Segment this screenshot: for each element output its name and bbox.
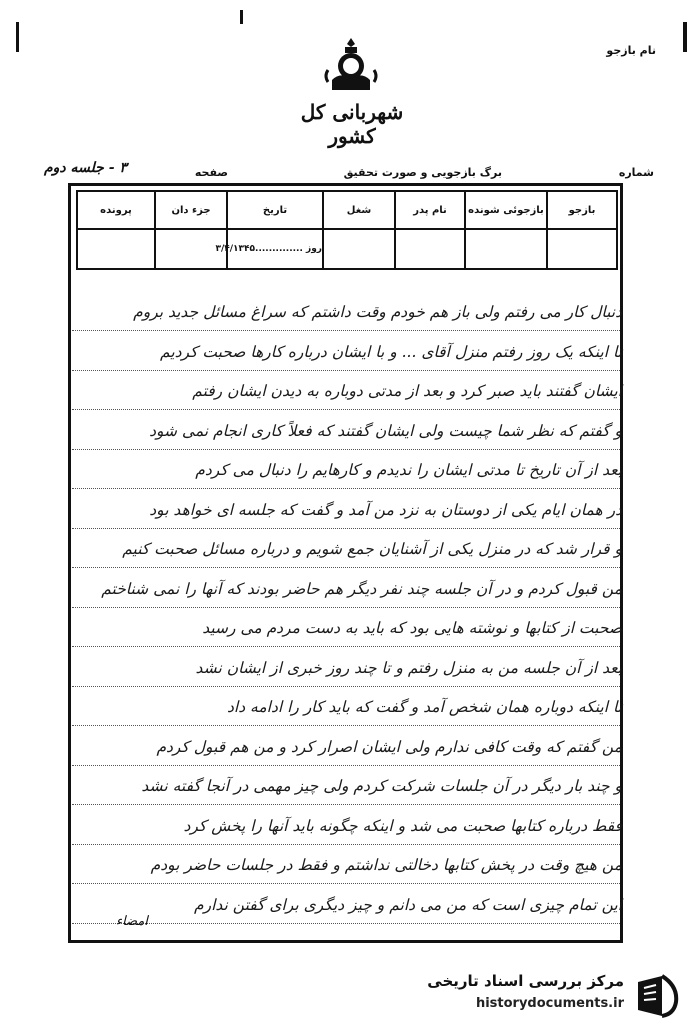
handwritten-line: تا اینکه یک روز رفتم منزل آقای ... و با ایشان درباره کارها صحبت کردیم bbox=[160, 342, 622, 361]
handwritten-line: من هیچ وقت در پخش کتابها دخالتی نداشتم و فقط در جلسات حاضر بودم bbox=[150, 856, 622, 874]
handwritten-line: صحبت از کتابها و نوشته هایی بود که باید به دست مردم می رسید bbox=[202, 619, 622, 637]
form-title: برگ بازجویی و صورت تحقیق bbox=[343, 166, 502, 179]
handwritten-line: ایشان گفتند باید صبر کرد و بعد از مدتی دوباره به دیدن ایشان رفتم bbox=[192, 382, 622, 400]
table-cell bbox=[395, 229, 465, 269]
table-cell bbox=[323, 229, 395, 269]
watermark-url: historydocuments.ir bbox=[475, 996, 624, 1011]
handwritten-line: و چند بار دیگر در آن جلسات شرکت کردم ولی چیز مهمی در آنجا گفته نشد bbox=[141, 777, 622, 795]
handwritten-line: فقط درباره کتابها صحبت می شد و اینکه چگونه باید آنها را پخش کرد bbox=[183, 816, 622, 835]
binding-mark bbox=[683, 22, 687, 52]
table-cell bbox=[465, 229, 547, 269]
handwritten-line: دنبال کار می رفتم ولی باز هم خودم وقت داشتم که سراغ مسائل جدید بروم bbox=[133, 303, 622, 321]
page-label: صفحه bbox=[194, 166, 228, 179]
table-cell bbox=[77, 229, 155, 269]
archive-logo-icon bbox=[632, 972, 682, 1022]
handwritten-line: بعد از آن تاریخ تا مدتی ایشان را ندیدم و کارهایم را دنبال می کردم bbox=[195, 461, 622, 479]
lion-and-sun-emblem bbox=[322, 36, 380, 96]
binding-mark bbox=[240, 10, 243, 24]
watermark-title: مرکز بررسی اسناد تاریخی bbox=[427, 972, 624, 990]
handwritten-line: بعد از آن جلسه من به منزل رفتم و تا چند روز خبری از ایشان نشد bbox=[195, 658, 622, 677]
signature: امضاء bbox=[116, 914, 148, 929]
handwritten-line: در همان ایام یکی از دوستان به نزد من آمد و گفت که جلسه ای خواهد بود bbox=[149, 500, 622, 519]
handwritten-line: من قبول کردم و در آن جلسه چند نفر دیگر هم حاضر بودند که آنها را نمی شناختم bbox=[101, 579, 622, 598]
handwritten-line: این تمام چیزی است که من می دانم و چیز دیگری برای گفتن ندارم bbox=[194, 895, 622, 914]
handwritten-line: و قرار شد که در منزل یکی از آشنایان جمع شویم و درباره مسائل صحبت کنیم bbox=[122, 540, 622, 558]
column-header: تاریخ bbox=[227, 191, 323, 229]
archive-watermark bbox=[416, 968, 686, 1028]
column-header: جزء دان bbox=[155, 191, 227, 229]
column-header: پرونده bbox=[77, 191, 155, 229]
binding-mark bbox=[16, 22, 19, 52]
interrogator-name-label: نام بازجو bbox=[606, 44, 656, 57]
case-info-table bbox=[76, 190, 618, 270]
column-header: نام پدر bbox=[395, 191, 465, 229]
number-label: شماره bbox=[618, 166, 654, 179]
organization-name: شهربانی کل کشور bbox=[300, 100, 404, 148]
page-value: ۳ - جلسه دوم bbox=[44, 160, 127, 176]
date-cell: روز ..............۳/۴/۱۳۴۵ bbox=[227, 229, 323, 269]
table-cell bbox=[547, 229, 617, 269]
handwritten-line: من گفتم که وقت کافی ندارم ولی ایشان اصرار کرد و من هم قبول کردم bbox=[156, 737, 622, 756]
column-header: بازجو bbox=[547, 191, 617, 229]
handwritten-line: و گفتم که نظر شما چیست ولی ایشان گفتند که فعلاً کاری انجام نمی شود bbox=[149, 421, 622, 440]
handwritten-line: تا اینکه دوباره همان شخص آمد و گفت که باید کار را ادامه داد bbox=[227, 698, 622, 716]
column-header: شغل bbox=[323, 191, 395, 229]
column-header: بازجوئی شونده bbox=[465, 191, 547, 229]
